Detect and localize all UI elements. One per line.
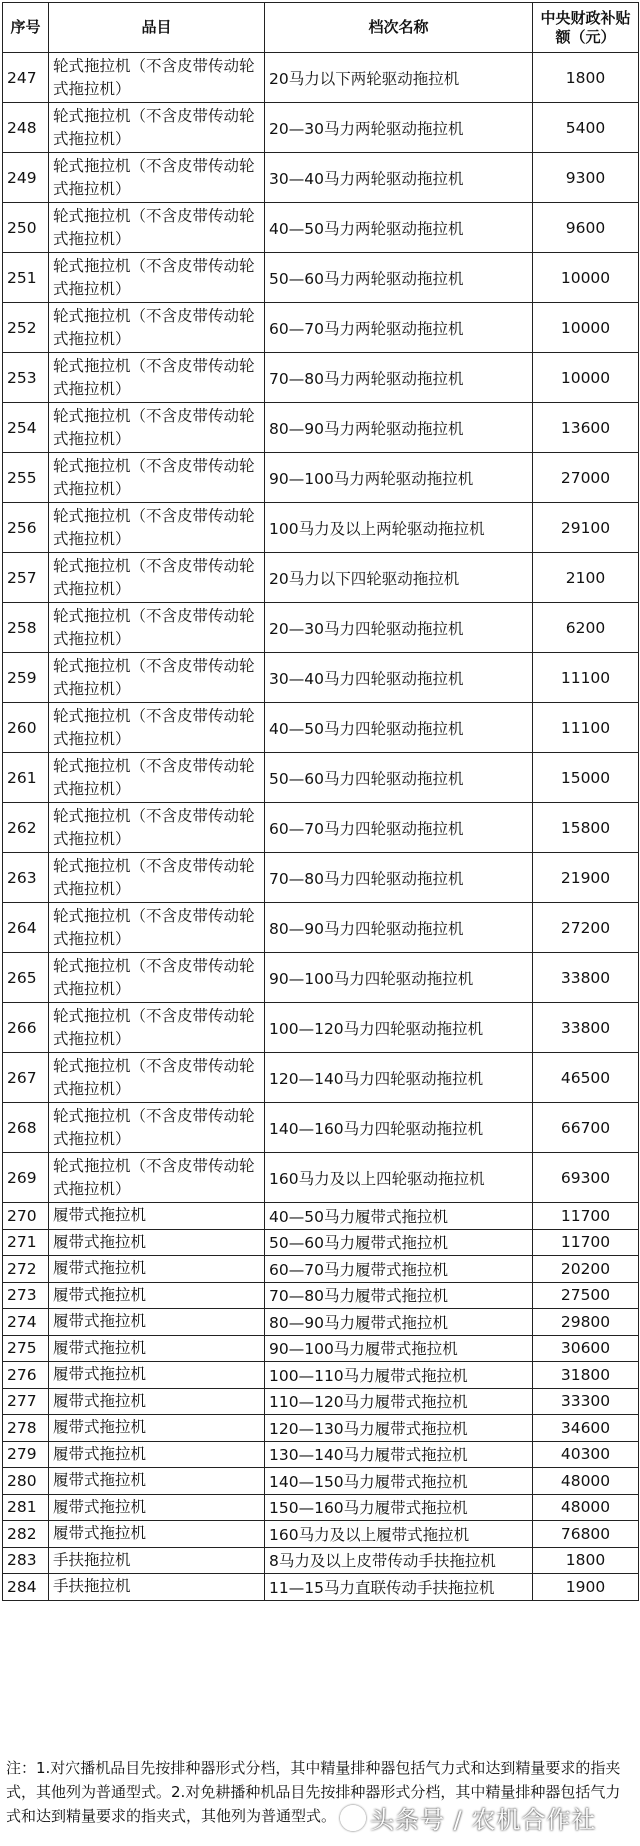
- table-row: [3, 303, 639, 353]
- cell-grade: 70—80马力两轮驱动拖拉机: [265, 353, 533, 403]
- table-row: [3, 1335, 639, 1362]
- table-row: [3, 1468, 639, 1495]
- subsidy-table: [2, 2, 639, 1601]
- watermark-logo-icon: [340, 1805, 366, 1831]
- watermark: [340, 1800, 596, 1835]
- cell-item: 轮式拖拉机（不含皮带传动轮式拖拉机）: [49, 853, 265, 903]
- cell-grade: 80—90马力四轮驱动拖拉机: [265, 903, 533, 953]
- cell-item: 轮式拖拉机（不含皮带传动轮式拖拉机）: [49, 653, 265, 703]
- cell-amount: 2100: [533, 553, 639, 603]
- table-row: [3, 1309, 639, 1336]
- cell-seq: 271: [3, 1229, 49, 1256]
- cell-grade: 140—150马力履带式拖拉机: [265, 1468, 533, 1495]
- cell-amount: 30600: [533, 1335, 639, 1362]
- cell-seq: 270: [3, 1203, 49, 1230]
- table-row: [3, 53, 639, 103]
- cell-seq: 275: [3, 1335, 49, 1362]
- cell-amount: 1800: [533, 53, 639, 103]
- cell-grade: 160马力及以上四轮驱动拖拉机: [265, 1153, 533, 1203]
- cell-item: 履带式拖拉机: [49, 1441, 265, 1468]
- cell-seq: 268: [3, 1103, 49, 1153]
- cell-seq: 282: [3, 1521, 49, 1548]
- cell-item: 轮式拖拉机（不含皮带传动轮式拖拉机）: [49, 1153, 265, 1203]
- cell-grade: 60—70马力两轮驱动拖拉机: [265, 303, 533, 353]
- table-row: [3, 953, 639, 1003]
- cell-seq: 252: [3, 303, 49, 353]
- cell-grade: 30—40马力四轮驱动拖拉机: [265, 653, 533, 703]
- cell-amount: 29100: [533, 503, 639, 553]
- table-row: [3, 1282, 639, 1309]
- cell-item: 履带式拖拉机: [49, 1256, 265, 1283]
- cell-grade: 120—130马力履带式拖拉机: [265, 1415, 533, 1442]
- header-item: 品目: [49, 3, 265, 53]
- cell-seq: 250: [3, 203, 49, 253]
- cell-seq: 255: [3, 453, 49, 503]
- cell-amount: 31800: [533, 1362, 639, 1389]
- cell-grade: 160马力及以上履带式拖拉机: [265, 1521, 533, 1548]
- cell-seq: 272: [3, 1256, 49, 1283]
- cell-item: 轮式拖拉机（不含皮带传动轮式拖拉机）: [49, 803, 265, 853]
- table-row: [3, 1441, 639, 1468]
- cell-amount: 10000: [533, 353, 639, 403]
- cell-item: 履带式拖拉机: [49, 1388, 265, 1415]
- table-row: [3, 653, 639, 703]
- cell-item: 轮式拖拉机（不含皮带传动轮式拖拉机）: [49, 503, 265, 553]
- table-row: [3, 153, 639, 203]
- cell-grade: 100—110马力履带式拖拉机: [265, 1362, 533, 1389]
- table-row: [3, 703, 639, 753]
- table-row: [3, 1203, 639, 1230]
- cell-item: 轮式拖拉机（不含皮带传动轮式拖拉机）: [49, 753, 265, 803]
- cell-seq: 278: [3, 1415, 49, 1442]
- cell-item: 轮式拖拉机（不含皮带传动轮式拖拉机）: [49, 903, 265, 953]
- header-grade: 档次名称: [265, 3, 533, 53]
- cell-seq: 247: [3, 53, 49, 103]
- cell-item: 履带式拖拉机: [49, 1203, 265, 1230]
- cell-seq: 280: [3, 1468, 49, 1495]
- cell-item: 履带式拖拉机: [49, 1468, 265, 1495]
- table-row: [3, 1574, 639, 1601]
- cell-amount: 9300: [533, 153, 639, 203]
- cell-amount: 27500: [533, 1282, 639, 1309]
- cell-grade: 40—50马力两轮驱动拖拉机: [265, 203, 533, 253]
- cell-amount: 20200: [533, 1256, 639, 1283]
- cell-grade: 20马力以下四轮驱动拖拉机: [265, 553, 533, 603]
- cell-seq: 253: [3, 353, 49, 403]
- cell-grade: 80—90马力履带式拖拉机: [265, 1309, 533, 1336]
- cell-amount: 10000: [533, 253, 639, 303]
- cell-grade: 8马力及以上皮带传动手扶拖拉机: [265, 1547, 533, 1574]
- cell-amount: 11700: [533, 1229, 639, 1256]
- table-row: [3, 1521, 639, 1548]
- table-row: [3, 1494, 639, 1521]
- cell-grade: 20—30马力四轮驱动拖拉机: [265, 603, 533, 653]
- table-row: [3, 603, 639, 653]
- table-row: [3, 1362, 639, 1389]
- cell-seq: 267: [3, 1053, 49, 1103]
- table-row: [3, 553, 639, 603]
- cell-item: 履带式拖拉机: [49, 1362, 265, 1389]
- cell-seq: 261: [3, 753, 49, 803]
- table-row: [3, 103, 639, 153]
- cell-grade: 140—160马力四轮驱动拖拉机: [265, 1103, 533, 1153]
- table-row: [3, 1256, 639, 1283]
- cell-seq: 251: [3, 253, 49, 303]
- cell-seq: 276: [3, 1362, 49, 1389]
- cell-amount: 29800: [533, 1309, 639, 1336]
- cell-grade: 130—140马力履带式拖拉机: [265, 1441, 533, 1468]
- cell-grade: 40—50马力履带式拖拉机: [265, 1203, 533, 1230]
- cell-amount: 11100: [533, 703, 639, 753]
- cell-amount: 11100: [533, 653, 639, 703]
- cell-seq: 256: [3, 503, 49, 553]
- cell-seq: 265: [3, 953, 49, 1003]
- cell-amount: 48000: [533, 1468, 639, 1495]
- table-row: [3, 1229, 639, 1256]
- cell-item: 轮式拖拉机（不含皮带传动轮式拖拉机）: [49, 153, 265, 203]
- cell-grade: 90—100马力四轮驱动拖拉机: [265, 953, 533, 1003]
- cell-item: 轮式拖拉机（不含皮带传动轮式拖拉机）: [49, 453, 265, 503]
- cell-amount: 1900: [533, 1574, 639, 1601]
- cell-amount: 10000: [533, 303, 639, 353]
- cell-item: 轮式拖拉机（不含皮带传动轮式拖拉机）: [49, 1103, 265, 1153]
- cell-item: 轮式拖拉机（不含皮带传动轮式拖拉机）: [49, 703, 265, 753]
- cell-amount: 33800: [533, 953, 639, 1003]
- cell-item: 轮式拖拉机（不含皮带传动轮式拖拉机）: [49, 1053, 265, 1103]
- cell-seq: 249: [3, 153, 49, 203]
- header-seq: 序号: [3, 3, 49, 53]
- cell-seq: 248: [3, 103, 49, 153]
- cell-grade: 110—120马力履带式拖拉机: [265, 1388, 533, 1415]
- cell-item: 轮式拖拉机（不含皮带传动轮式拖拉机）: [49, 403, 265, 453]
- footnote: 注：1.对穴播机品目先按排种器形式分档，其中精量排种器包括气力式和达到精量要求的指夹式，其他列为普通型式。2.对免耕播种机品目先按排种器形式分档，其中精量排种器包括气力式和达到精量要求的指夹式，其他列为普通型式。: [6, 1759, 621, 1825]
- cell-grade: 80—90马力两轮驱动拖拉机: [265, 403, 533, 453]
- table-row: [3, 903, 639, 953]
- cell-amount: 76800: [533, 1521, 639, 1548]
- cell-amount: 69300: [533, 1153, 639, 1203]
- cell-grade: 50—60马力履带式拖拉机: [265, 1229, 533, 1256]
- cell-amount: 15000: [533, 753, 639, 803]
- cell-item: 履带式拖拉机: [49, 1229, 265, 1256]
- cell-amount: 1800: [533, 1547, 639, 1574]
- table-row: [3, 203, 639, 253]
- table-row: [3, 1053, 639, 1103]
- cell-seq: 257: [3, 553, 49, 603]
- cell-amount: 13600: [533, 403, 639, 453]
- cell-amount: 66700: [533, 1103, 639, 1153]
- cell-amount: 40300: [533, 1441, 639, 1468]
- table-row: [3, 403, 639, 453]
- cell-seq: 264: [3, 903, 49, 953]
- cell-amount: 6200: [533, 603, 639, 653]
- table-row: [3, 1547, 639, 1574]
- cell-seq: 284: [3, 1574, 49, 1601]
- cell-item: 手扶拖拉机: [49, 1547, 265, 1574]
- cell-item: 轮式拖拉机（不含皮带传动轮式拖拉机）: [49, 303, 265, 353]
- table-row: [3, 1003, 639, 1053]
- cell-amount: 33300: [533, 1388, 639, 1415]
- cell-item: 轮式拖拉机（不含皮带传动轮式拖拉机）: [49, 953, 265, 1003]
- cell-grade: 150—160马力履带式拖拉机: [265, 1494, 533, 1521]
- table-row: [3, 1415, 639, 1442]
- cell-item: 轮式拖拉机（不含皮带传动轮式拖拉机）: [49, 53, 265, 103]
- cell-grade: 40—50马力四轮驱动拖拉机: [265, 703, 533, 753]
- cell-seq: 260: [3, 703, 49, 753]
- cell-amount: 21900: [533, 853, 639, 903]
- table-row: [3, 453, 639, 503]
- cell-item: 轮式拖拉机（不含皮带传动轮式拖拉机）: [49, 353, 265, 403]
- cell-grade: 90—100马力两轮驱动拖拉机: [265, 453, 533, 503]
- cell-grade: 50—60马力四轮驱动拖拉机: [265, 753, 533, 803]
- cell-seq: 279: [3, 1441, 49, 1468]
- cell-grade: 30—40马力两轮驱动拖拉机: [265, 153, 533, 203]
- cell-grade: 11—15马力直联传动手扶拖拉机: [265, 1574, 533, 1601]
- cell-seq: 277: [3, 1388, 49, 1415]
- cell-item: 轮式拖拉机（不含皮带传动轮式拖拉机）: [49, 253, 265, 303]
- cell-grade: 70—80马力四轮驱动拖拉机: [265, 853, 533, 903]
- cell-grade: 70—80马力履带式拖拉机: [265, 1282, 533, 1309]
- cell-grade: 100—120马力四轮驱动拖拉机: [265, 1003, 533, 1053]
- cell-amount: 15800: [533, 803, 639, 853]
- cell-seq: 259: [3, 653, 49, 703]
- cell-grade: 20—30马力两轮驱动拖拉机: [265, 103, 533, 153]
- cell-item: 轮式拖拉机（不含皮带传动轮式拖拉机）: [49, 1003, 265, 1053]
- cell-grade: 120—140马力四轮驱动拖拉机: [265, 1053, 533, 1103]
- cell-item: 轮式拖拉机（不含皮带传动轮式拖拉机）: [49, 603, 265, 653]
- table-row: [3, 753, 639, 803]
- cell-amount: 11700: [533, 1203, 639, 1230]
- cell-seq: 262: [3, 803, 49, 853]
- cell-item: 履带式拖拉机: [49, 1494, 265, 1521]
- table-row: [3, 253, 639, 303]
- cell-item: 履带式拖拉机: [49, 1309, 265, 1336]
- table-row: [3, 503, 639, 553]
- cell-item: 手扶拖拉机: [49, 1574, 265, 1601]
- cell-grade: 20马力以下两轮驱动拖拉机: [265, 53, 533, 103]
- cell-seq: 266: [3, 1003, 49, 1053]
- cell-grade: 100马力及以上两轮驱动拖拉机: [265, 503, 533, 553]
- cell-amount: 33800: [533, 1003, 639, 1053]
- cell-seq: 274: [3, 1309, 49, 1336]
- cell-amount: 9600: [533, 203, 639, 253]
- cell-amount: 5400: [533, 103, 639, 153]
- cell-seq: 281: [3, 1494, 49, 1521]
- table-row: [3, 853, 639, 903]
- cell-amount: 27200: [533, 903, 639, 953]
- cell-seq: 269: [3, 1153, 49, 1203]
- cell-amount: 27000: [533, 453, 639, 503]
- cell-seq: 273: [3, 1282, 49, 1309]
- cell-item: 履带式拖拉机: [49, 1335, 265, 1362]
- cell-item: 轮式拖拉机（不含皮带传动轮式拖拉机）: [49, 553, 265, 603]
- cell-item: 履带式拖拉机: [49, 1521, 265, 1548]
- cell-item: 轮式拖拉机（不含皮带传动轮式拖拉机）: [49, 203, 265, 253]
- cell-amount: 46500: [533, 1053, 639, 1103]
- cell-item: 履带式拖拉机: [49, 1415, 265, 1442]
- watermark-text: 头条号 / 农机合作社: [370, 1806, 597, 1834]
- cell-seq: 283: [3, 1547, 49, 1574]
- cell-item: 轮式拖拉机（不含皮带传动轮式拖拉机）: [49, 103, 265, 153]
- cell-seq: 263: [3, 853, 49, 903]
- table-row: [3, 1153, 639, 1203]
- table-row: [3, 353, 639, 403]
- table-row: [3, 1388, 639, 1415]
- table-row: [3, 1103, 639, 1153]
- cell-grade: 60—70马力履带式拖拉机: [265, 1256, 533, 1283]
- table-body: [3, 53, 639, 1601]
- cell-amount: 34600: [533, 1415, 639, 1442]
- header-subsidy: 中央财政补贴额（元）: [533, 3, 639, 53]
- cell-amount: 48000: [533, 1494, 639, 1521]
- table-row: [3, 803, 639, 853]
- cell-seq: 258: [3, 603, 49, 653]
- cell-grade: 60—70马力四轮驱动拖拉机: [265, 803, 533, 853]
- cell-grade: 50—60马力两轮驱动拖拉机: [265, 253, 533, 303]
- cell-seq: 254: [3, 403, 49, 453]
- cell-item: 履带式拖拉机: [49, 1282, 265, 1309]
- table-header-row: [3, 3, 639, 53]
- cell-grade: 90—100马力履带式拖拉机: [265, 1335, 533, 1362]
